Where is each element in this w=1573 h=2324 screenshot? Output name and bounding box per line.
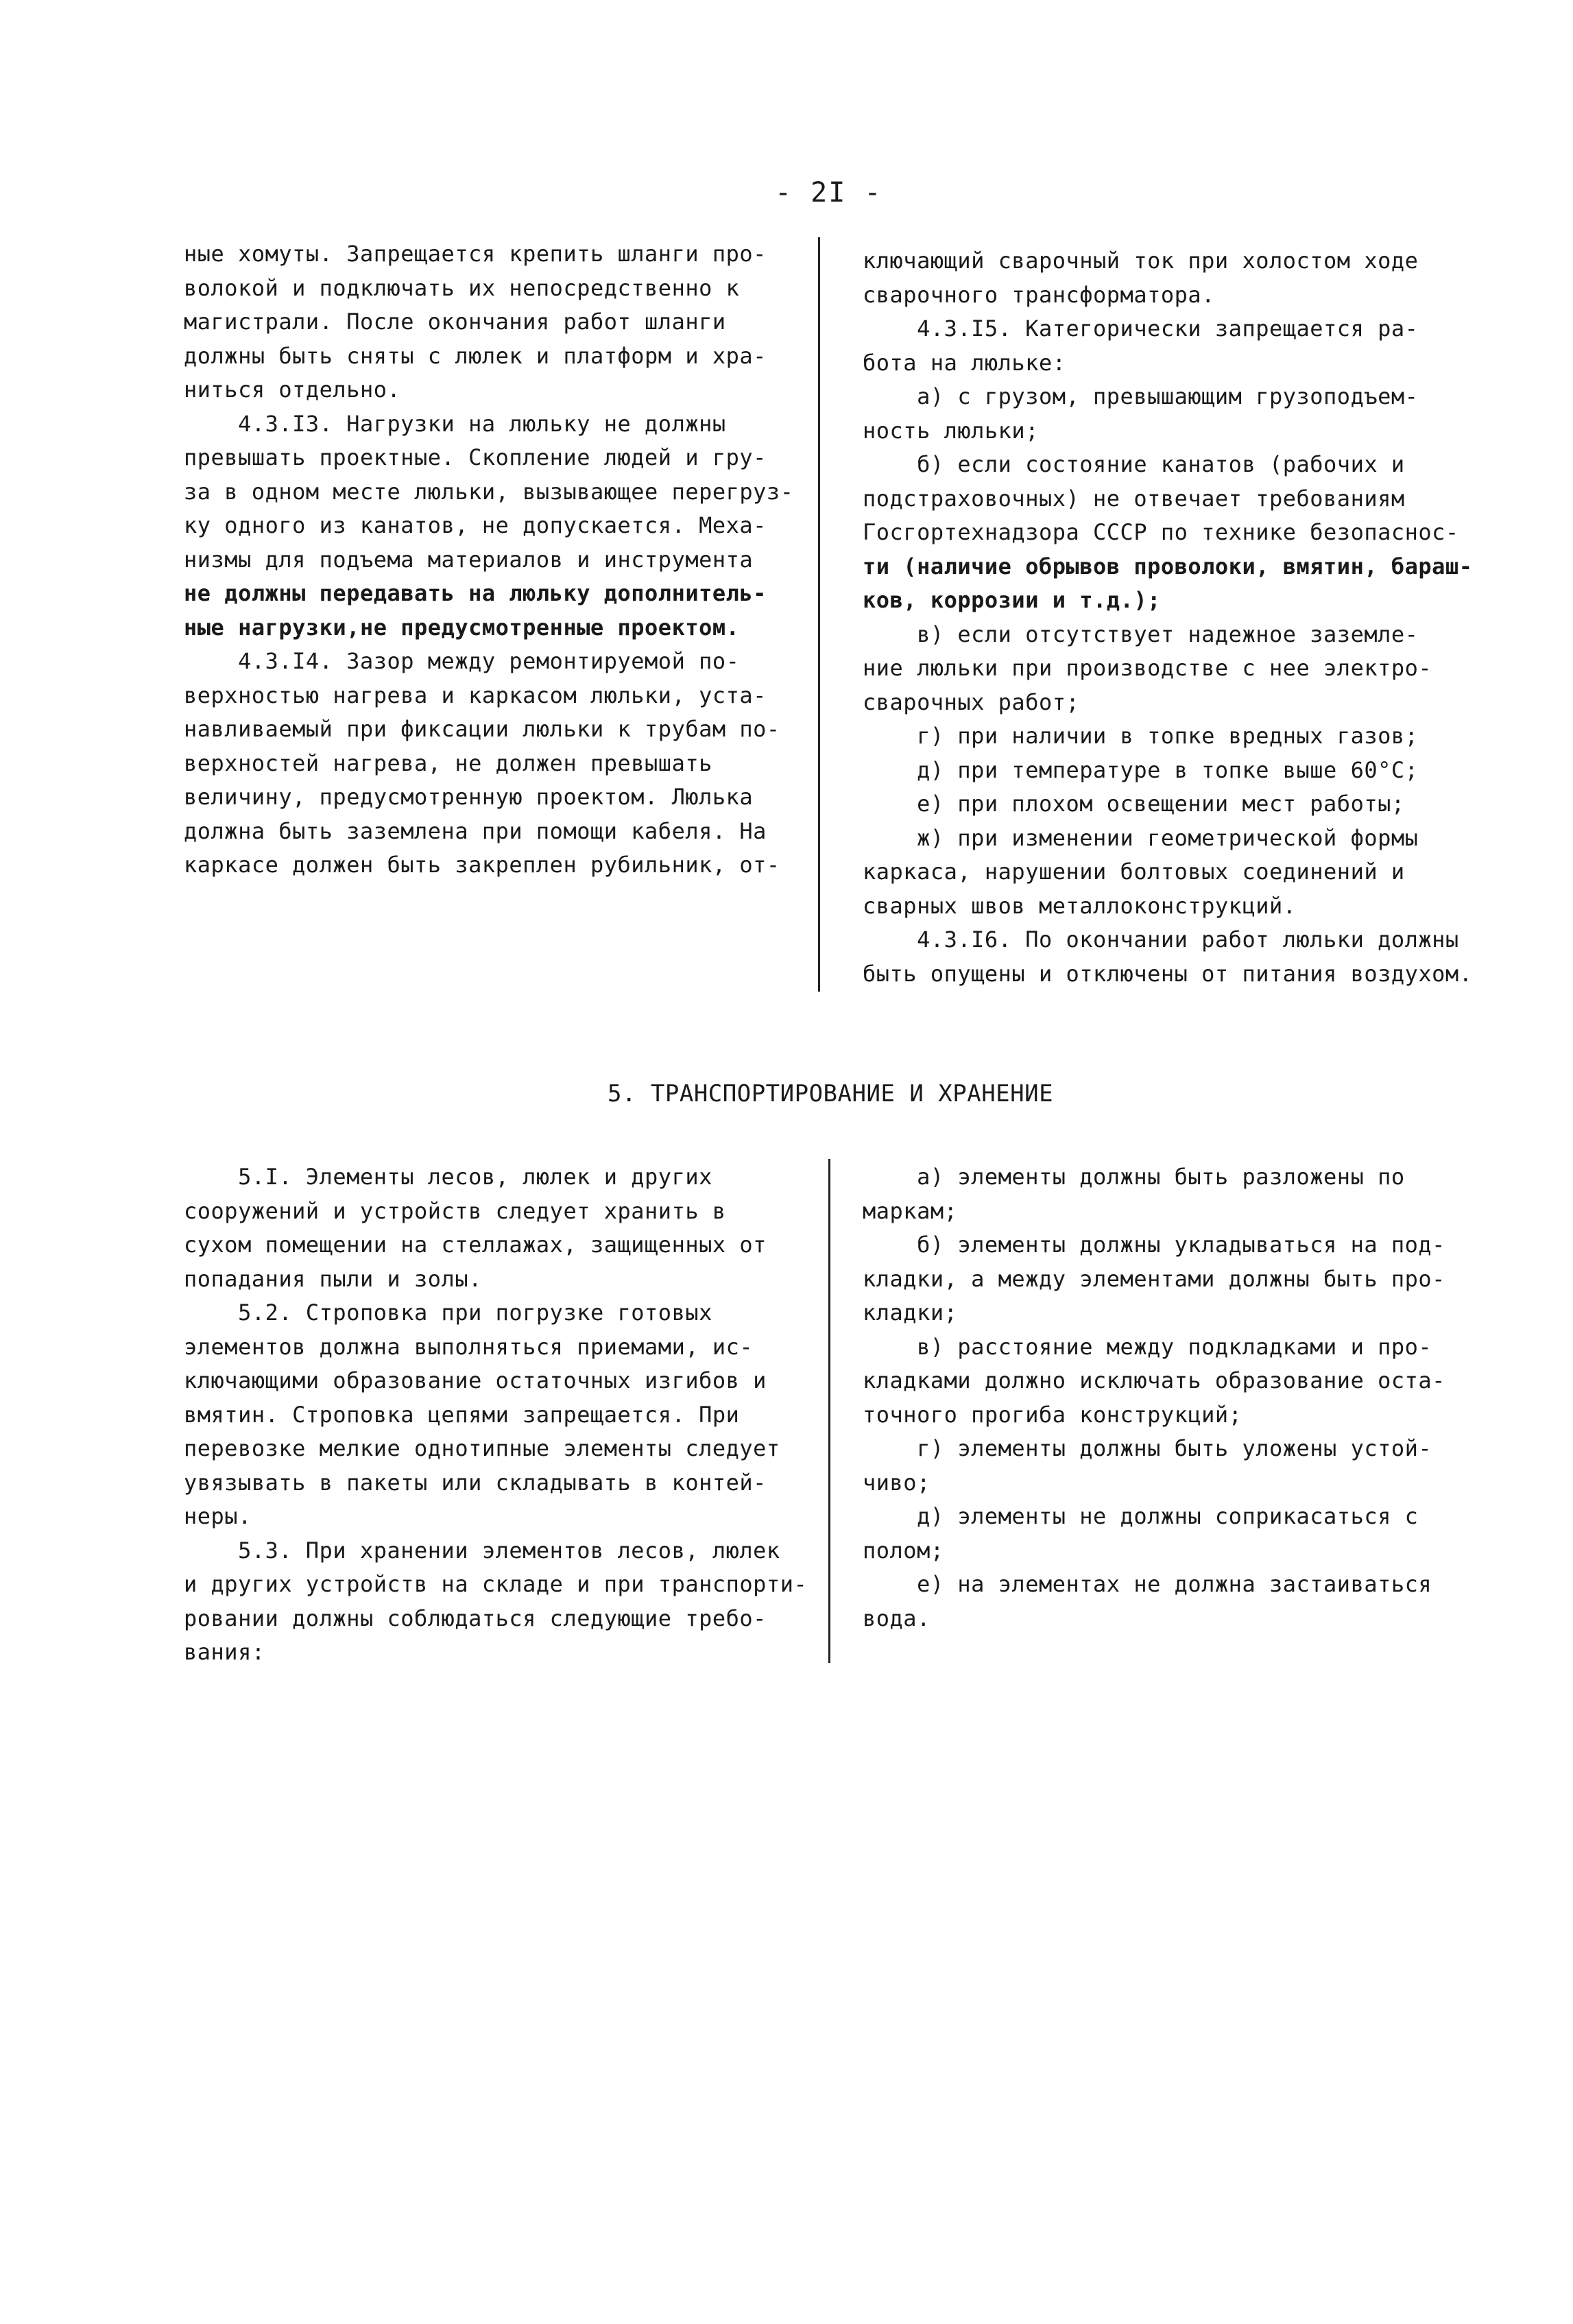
- text-line: ков, коррозии и т.д.);: [863, 587, 1161, 613]
- text-line: Госгортехнадзора СССР по технике безопаснос-: [863, 519, 1459, 545]
- text-line: попадания пыли и золы.: [184, 1265, 482, 1292]
- section-title: 5. ТРАНСПОРТИРОВАНИЕ И ХРАНЕНИЕ: [608, 1080, 1054, 1107]
- text-line: 5.3. При хранении элементов лесов, люлек: [184, 1537, 780, 1564]
- text-line: ровании должны соблюдаться следующие требо-: [184, 1605, 767, 1631]
- bottom-left-column: [184, 1160, 807, 1670]
- text-line: 5.I. Элементы лесов, люлек и других: [184, 1164, 712, 1190]
- text-line: ные хомуты. Запрещается крепить шланги про-: [184, 241, 767, 267]
- text-line: навливаемый при фиксации люльки к трубам по-: [184, 716, 780, 742]
- text-line: г) элементы должны быть уложены устой-: [863, 1435, 1432, 1461]
- text-line: сварных швов металлоконструкций.: [863, 892, 1297, 919]
- text-line: и других устройств на складе и при транспорти-: [184, 1571, 808, 1597]
- text-line: не должны передавать на люльку дополнитель-: [184, 580, 767, 606]
- text-line: ку одного из канатов, не допускается. Меха-: [184, 512, 767, 538]
- text-line: а) элементы должны быть разложены по: [863, 1164, 1405, 1190]
- top-left-column: [184, 237, 793, 883]
- text-line: за в одном месте люльки, вызывающее перегруз-: [184, 478, 794, 505]
- text-line: чиво;: [863, 1469, 930, 1496]
- text-line: должна быть заземлена при помощи кабеля. На: [184, 817, 767, 844]
- text-line: кладки, а между элементами должны быть про-: [863, 1265, 1445, 1292]
- text-line: превышать проектные. Скопление людей и гру-: [184, 444, 767, 470]
- text-line: кладки;: [863, 1299, 958, 1326]
- text-line: ниться отдельно.: [184, 376, 401, 403]
- text-line: бота на люльке:: [863, 349, 1066, 376]
- page-number: - 2I -: [775, 177, 882, 208]
- text-line: увязывать в пакеты или складывать в контей-: [184, 1469, 767, 1496]
- text-line: перевозке мелкие однотипные элементы следует: [184, 1435, 780, 1461]
- text-line: вода.: [863, 1605, 930, 1631]
- text-line: а) с грузом, превышающим грузоподъем-: [863, 383, 1419, 409]
- text-line: г) при наличии в топке вредных газов;: [863, 723, 1419, 749]
- top-right-column: [863, 244, 1472, 991]
- text-line: 4.3.I4. Зазор между ремонтируемой по-: [184, 648, 740, 674]
- text-line: неры.: [184, 1503, 252, 1529]
- column-divider-top: [818, 237, 820, 992]
- text-line: ные нагрузки,не предусмотренные проектом.: [184, 614, 740, 640]
- text-line: 4.3.I5. Категорически запрещается ра-: [863, 315, 1419, 342]
- text-line: ключающими образование остаточных изгибов и: [184, 1367, 767, 1393]
- text-line: е) при плохом освещении мест работы;: [863, 791, 1405, 817]
- text-line: подстраховочных) не отвечает требованиям: [863, 485, 1405, 512]
- text-line: 4.3.I6. По окончании работ люльки должны: [863, 926, 1459, 953]
- text-line: ключающий сварочный ток при холостом ходе: [863, 248, 1419, 274]
- text-line: ность люльки;: [863, 417, 1039, 444]
- text-line: должны быть сняты с люлек и платформ и хра-: [184, 342, 767, 369]
- text-line: магистрали. После окончания работ шланги: [184, 309, 726, 335]
- text-line: волокой и подключать их непосредственно к: [184, 274, 740, 301]
- text-line: элементов должна выполняться приемами, ис-: [184, 1333, 754, 1360]
- text-line: маркам;: [863, 1197, 958, 1224]
- text-line: б) элементы должны укладываться на под-: [863, 1232, 1445, 1258]
- text-line: вмятин. Строповка цепями запрещается. При: [184, 1401, 740, 1428]
- text-line: ж) при изменении геометрической формы: [863, 824, 1419, 851]
- text-line: низмы для подъема материалов и инструмента: [184, 546, 754, 573]
- text-line: в) если отсутствует надежное заземле-: [863, 621, 1419, 647]
- text-line: в) расстояние между подкладками и про-: [863, 1333, 1432, 1360]
- text-line: верхностей нагрева, не должен превышать: [184, 750, 712, 776]
- text-line: каркасе должен быть закреплен рубильник, от-: [184, 852, 780, 878]
- column-divider-bottom: [828, 1159, 830, 1663]
- text-line: ние люльки при производстве с нее электро-: [863, 655, 1432, 681]
- text-line: д) элементы не должны соприкасаться с: [863, 1503, 1419, 1529]
- text-line: е) на элементах не должна застаиваться: [863, 1571, 1432, 1597]
- text-line: ти (наличие обрывов проволоки, вмятин, бараш-: [863, 553, 1473, 579]
- bottom-right-column: [863, 1160, 1445, 1636]
- text-line: сухом помещении на стеллажах, защищенных от: [184, 1232, 767, 1258]
- text-line: 5.2. Строповка при погрузке готовых: [184, 1299, 712, 1326]
- text-line: б) если состояние канатов (рабочих и: [863, 451, 1405, 477]
- text-line: величину, предусмотренную проектом. Люлька: [184, 784, 754, 810]
- text-line: полом;: [863, 1537, 944, 1564]
- text-line: каркаса, нарушении болтовых соединений и: [863, 859, 1405, 885]
- text-line: точного прогиба конструкций;: [863, 1401, 1242, 1428]
- text-line: сварочных работ;: [863, 688, 1080, 715]
- text-line: кладками должно исключать образование оста-: [863, 1367, 1445, 1393]
- text-line: верхностью нагрева и каркасом люльки, уста-: [184, 682, 767, 708]
- text-line: быть опущены и отключены от питания воздухом.: [863, 960, 1473, 987]
- text-line: 4.3.I3. Нагрузки на люльку не должны: [184, 410, 726, 437]
- text-line: вания:: [184, 1639, 265, 1665]
- text-line: д) при температуре в топке выше 60°С;: [863, 756, 1419, 783]
- text-line: сооружений и устройств следует хранить в: [184, 1197, 726, 1224]
- text-line: сварочного трансформатора.: [863, 281, 1215, 308]
